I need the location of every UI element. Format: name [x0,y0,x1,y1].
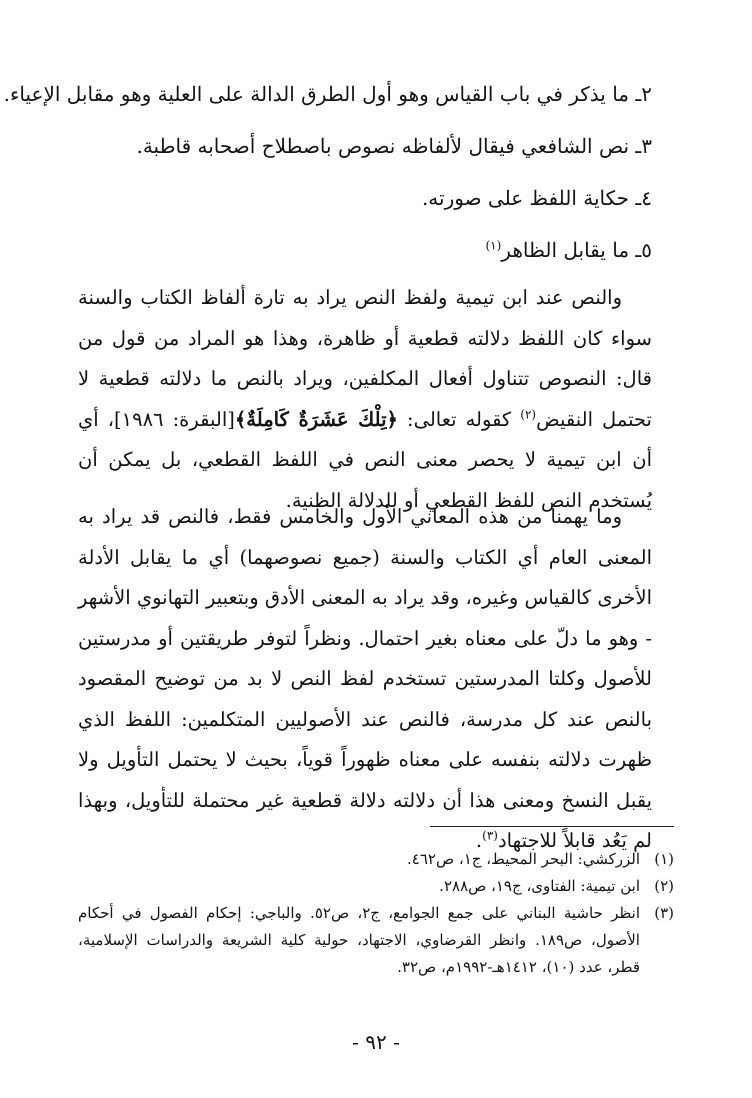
footnotes [78,846,674,981]
footnote-ref: (٣) [482,828,498,843]
paragraph-2 [78,497,652,862]
paragraph-1 [78,278,652,521]
footnote-text: ابن تيمية: الفتاوى، ج١٩، ص٢٨٨. [439,877,640,895]
footnote [78,873,674,900]
list-item: ٤ـ حكاية اللفظ على صورته. [421,186,652,210]
list-item: ٣ـ نص الشافعي فيقال لألفاظه نصوص باصطلاح أصحابه قاطبة. [136,134,652,158]
footnote-ref: (٢) [520,407,537,421]
paragraph-text: [البقرة: ١٩٨٦]، أي أن ابن تيمية لا يحصر معنى النص في اللفظ القطعي، بل يمكن أن يُستخدم النص للفظ القطعي أو للدلالة الظنية. [78,407,652,512]
footnote-number: (١) [654,850,674,868]
footnote-separator [430,826,674,827]
list-item [80,224,652,276]
paragraph-text: كقوله تعالى: [397,407,521,431]
numbered-list [3,68,652,276]
footnote-ref: (١) [485,238,502,253]
footnote-number: (٣) [654,904,674,922]
footnote-text: انظر حاشية البناني على جمع الجوامع، ج٢، ص٥٢. والباجي: إحكام الفصول في أحكام الأصول، ص١٨٩. وانظر القرضاوي، الاجتهاد، حولية كلية الشريعة والدراسات الإسلامية، قطر، عدد (١٠)، ١٤١٢هـ-١٩٩٢م، ص٣٢. [78,904,640,976]
paragraph-end: . [475,829,483,852]
footnote [78,846,674,873]
quran-verse: ﴿تِلْكَ عَشَرَةٌ كَامِلَةٌ﴾ [234,407,398,431]
paragraph-text: والنص عند ابن تيمية ولفظ النص يراد به تارة ألفاظ الكتاب والسنة سواء كان اللفظ دلالته قطعية أو ظاهرة، وهذا هو المراد من قول من قال: النصوص تتناول أفعال المكلفين، ويراد بالنص ما دلالته قطعية لا تحتمل النقيض [78,286,652,431]
list-item: ٢ـ ما يذكر في باب القياس وهو أول الطرق الدالة على العلية وهو مقابل الإعياء. [3,82,652,106]
paragraph-text: وما يهمنا من هذه المعاني الأول والخامس فقط، فالنص قد يراد به المعنى العام أي الكتاب والسنة (جميع نصوصهما) أي ما يقابل الأدلة الأخرى كالقياس وغيره، وقد يراد به المعنى الأدق وبتعبير التهانوي الأشهر - وهو ما دلّ على معناه بغير احتمال. ونظراً لتوفر طريقتين أو مدرستين للأصول وكلتا المدرستين تستخدم لفظ النص لا بد من توضيح المقصود بالنص عند كل مدرسة، فالنص عند الأصوليين المتكلمين: اللفظ الذي ظهرت دلالته بنفسه على معناه ظهوراً قوياً، بحيث لا يحتمل التأويل ولا يقبل النسخ ومعنى هذا أن دلالته دلالة قطعية غير محتملة للتأويل، وبهذا لم يَعُد قابلاً للاجتهاد [78,505,652,852]
footnote [78,900,674,981]
page-number: - ٩٢ - [352,1030,400,1054]
footnote-text: الزركشي: البحر المحيط، ج١، ص٤٦٢. [406,850,640,868]
list-item-text: ٥ـ ما يقابل الظاهر [501,238,652,262]
footnote-number: (٢) [654,877,674,895]
